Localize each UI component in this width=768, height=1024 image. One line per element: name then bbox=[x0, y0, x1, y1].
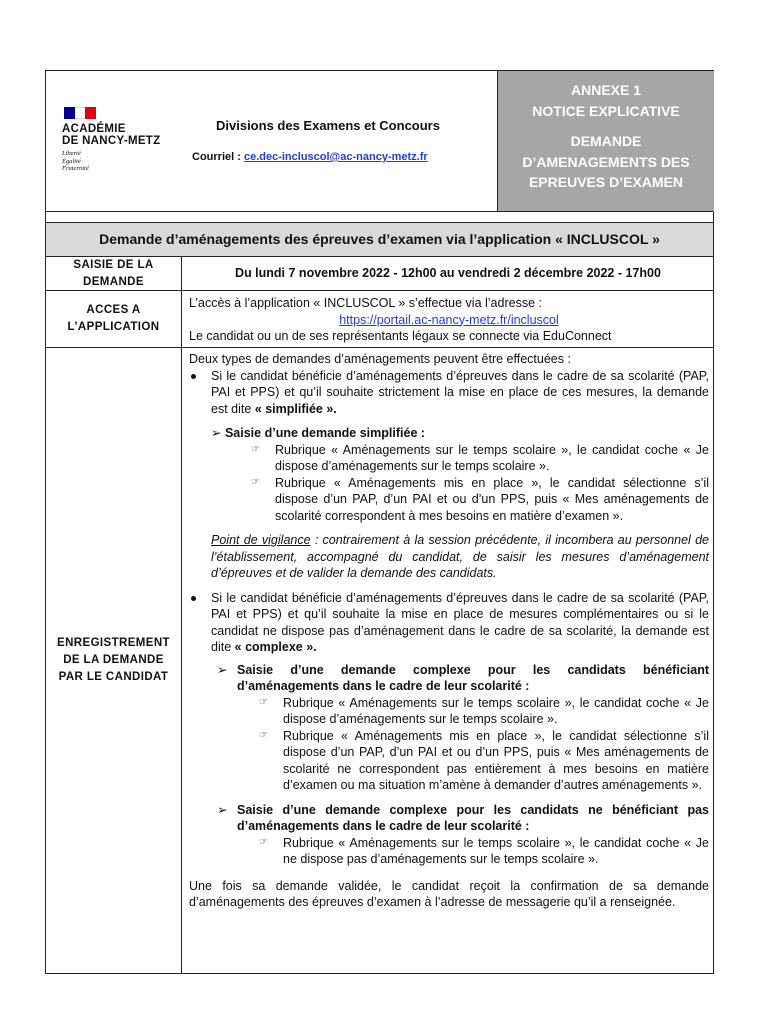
row-label-enregistrement bbox=[46, 348, 182, 973]
complex1-r2 bbox=[189, 728, 709, 794]
marianne-flag-icon bbox=[64, 107, 96, 119]
saisie-dates: Du lundi 7 novembre 2022 - 12h00 au vendredi 2 décembre 2022 - 17h00 bbox=[235, 266, 661, 280]
document-frame bbox=[45, 70, 714, 974]
b2-text: Si le candidat bénéficie d’aménagements d’épreuves dans le cadre de sa scolarité (PAP, PAI et PPS) et qu’il souhaite la mise en place de mesures complémentaires ou si le candidat ne dispose pas d’aménagement dans le cadre de sa scolarité, la demande est dite bbox=[211, 590, 709, 654]
enregistrement-content bbox=[189, 351, 709, 911]
academie-logo bbox=[60, 107, 170, 173]
logo-line2: DE NANCY-METZ bbox=[62, 135, 161, 147]
complex1-r2-text: Rubrique « Aménagements mis en place », le candidat sélectionne s’il dispose d’un PAP, d’un PAI et ou d’un PPS, puis « Mes aménagements de scolarité ne correspondent pas entièrement à mes besoins en matière d’examen ou ma situation m’amène à demander d’autres aménagements ». bbox=[283, 728, 709, 792]
complex1-title-row bbox=[189, 662, 709, 695]
annexe-line4: D’AMENAGEMENTS DES bbox=[522, 153, 690, 170]
complex2-title: Saisie d’une demande complexe pour les candidats ne bénéficiant pas d’aménagements dans le cadre de leur scolarité : bbox=[237, 802, 709, 833]
complex2-title-row bbox=[189, 802, 709, 835]
acces-label1: ACCES A bbox=[86, 304, 141, 316]
b1-text: Si le candidat bénéficie d’aménagements d’épreuves dans le cadre de sa scolarité (PAP, PAI et PPS) et qu’il souhaite strictement la mise en place de ces mesures, la demande est dite bbox=[211, 368, 709, 416]
courriel-label: Courriel : bbox=[192, 151, 241, 163]
complex2-r1 bbox=[189, 835, 709, 868]
courriel-email-link[interactable]: ce.dec-incluscol@ac-nancy-metz.fr bbox=[243, 151, 428, 163]
simple-r1 bbox=[189, 442, 709, 475]
conclusion: Une fois sa demande validée, le candidat reçoit la confirmation de sa demande d’aménagements des épreuves d’examen à l’adresse de messagerie qu’il a renseignée. bbox=[189, 878, 709, 909]
motto-egalite: Égalité bbox=[62, 157, 81, 165]
logo-motto bbox=[62, 150, 170, 173]
vigilance bbox=[189, 532, 709, 582]
b2-bold: « complexe ». bbox=[234, 640, 317, 654]
saisie-label2: DEMANDE bbox=[83, 275, 144, 288]
complex1-r1-text: Rubrique « Aménagements sur le temps scolaire », le candidat coche « Je dispose d’aménagements sur le temps scolaire ». bbox=[283, 695, 709, 726]
courriel-line bbox=[192, 151, 428, 163]
simple-r2 bbox=[189, 475, 709, 525]
header bbox=[46, 71, 713, 212]
enreg-intro: Deux types de demandes d’aménagements peuvent être effectuées : bbox=[189, 352, 571, 366]
arrow-icon: ➢ bbox=[217, 802, 228, 817]
hand-pointer-icon: ☞ bbox=[251, 476, 260, 488]
acces-content bbox=[189, 295, 709, 345]
divider bbox=[46, 211, 713, 212]
bullet-dot-icon bbox=[191, 374, 196, 379]
motto-liberte: Liberté bbox=[62, 150, 81, 157]
annexe-line1: ANNEXE 1 bbox=[570, 82, 642, 98]
bullet-complexe bbox=[189, 590, 709, 656]
hand-pointer-icon: ☞ bbox=[259, 729, 268, 741]
enreg-label3: PAR LE CANDIDAT bbox=[58, 671, 169, 683]
complex1-title: Saisie d’une demande complexe pour les candidats bénéficiant d’aménagements dans le cadre de leur scolarité : bbox=[237, 662, 709, 693]
hand-pointer-icon: ☞ bbox=[251, 443, 260, 455]
bullet-simplifiee bbox=[189, 368, 709, 418]
b1-bold: « simplifiée ». bbox=[254, 401, 337, 416]
hand-pointer-icon: ☞ bbox=[259, 696, 268, 708]
enreg-label1: ENREGISTREMENT bbox=[57, 637, 170, 649]
annexe-box bbox=[497, 71, 714, 212]
arrow-icon: ➢ bbox=[217, 662, 228, 677]
annexe-line5: EPREUVES D’EXAMEN bbox=[528, 174, 684, 190]
annexe-line3: DEMANDE bbox=[570, 133, 642, 149]
annexe-line2: NOTICE EXPLICATIVE bbox=[532, 102, 680, 119]
hand-pointer-icon: ☞ bbox=[259, 836, 268, 848]
logo-line1: ACADÉMIE bbox=[62, 123, 126, 135]
saisie-label1: SAISIE DE LA bbox=[73, 258, 154, 271]
simple-title-row bbox=[189, 425, 709, 442]
simple-r1-text: Rubrique « Aménagements sur le temps scolaire », le candidat coche « Je dispose d’aménagements sur le temps scolaire ». bbox=[275, 442, 709, 473]
acces-label2: L’APPLICATION bbox=[67, 321, 160, 333]
acces-text1: L’accès à l’application « INCLUSCOL » s’effectue via l’adresse : bbox=[189, 296, 542, 310]
bullet-dot-icon bbox=[191, 596, 196, 601]
division-title: Divisions des Examens et Concours bbox=[216, 118, 440, 133]
arrow-icon: ➢ bbox=[211, 426, 222, 440]
incluscol-url-link[interactable]: https://portail.ac-nancy-metz.fr/incluscol bbox=[339, 312, 559, 327]
simple-title: Saisie d’une demande simplifiée : bbox=[224, 426, 426, 440]
complex2-r1-text: Rubrique « Aménagements sur le temps scolaire », le candidat coche « Je ne dispose pas d’aménagements sur le temps scolaire ». bbox=[283, 835, 709, 866]
acces-text2: Le candidat ou un de ses représentants légaux se connecte via EduConnect bbox=[189, 329, 612, 343]
motto-fraternite: Fraternité bbox=[62, 165, 89, 172]
enreg-label2: DE LA DEMANDE bbox=[63, 654, 164, 666]
section-title: Demande d’aménagements des épreuves d’examen via l’application « INCLUSCOL » bbox=[46, 223, 713, 256]
complex1-r1 bbox=[189, 695, 709, 728]
row-label-acces bbox=[46, 291, 182, 347]
vigilance-text: : contrairement à la session précédente, il incombera au personnel de l’établissement, accompagné du candidat, de saisir les mesures d’aménagement d’épreuves et de valider la demande des candidats. bbox=[211, 533, 709, 580]
simple-r2-text: Rubrique « Aménagements mis en place », le candidat sélectionne s’il dispose d’un PAP, d’un PAI et ou d’un PPS, puis « Mes aménagements de scolarité correspondent à mes besoins en matière d’examen ». bbox=[275, 475, 709, 523]
vigilance-label: Point de vigilance bbox=[211, 533, 311, 547]
row-label-saisie bbox=[46, 257, 182, 290]
